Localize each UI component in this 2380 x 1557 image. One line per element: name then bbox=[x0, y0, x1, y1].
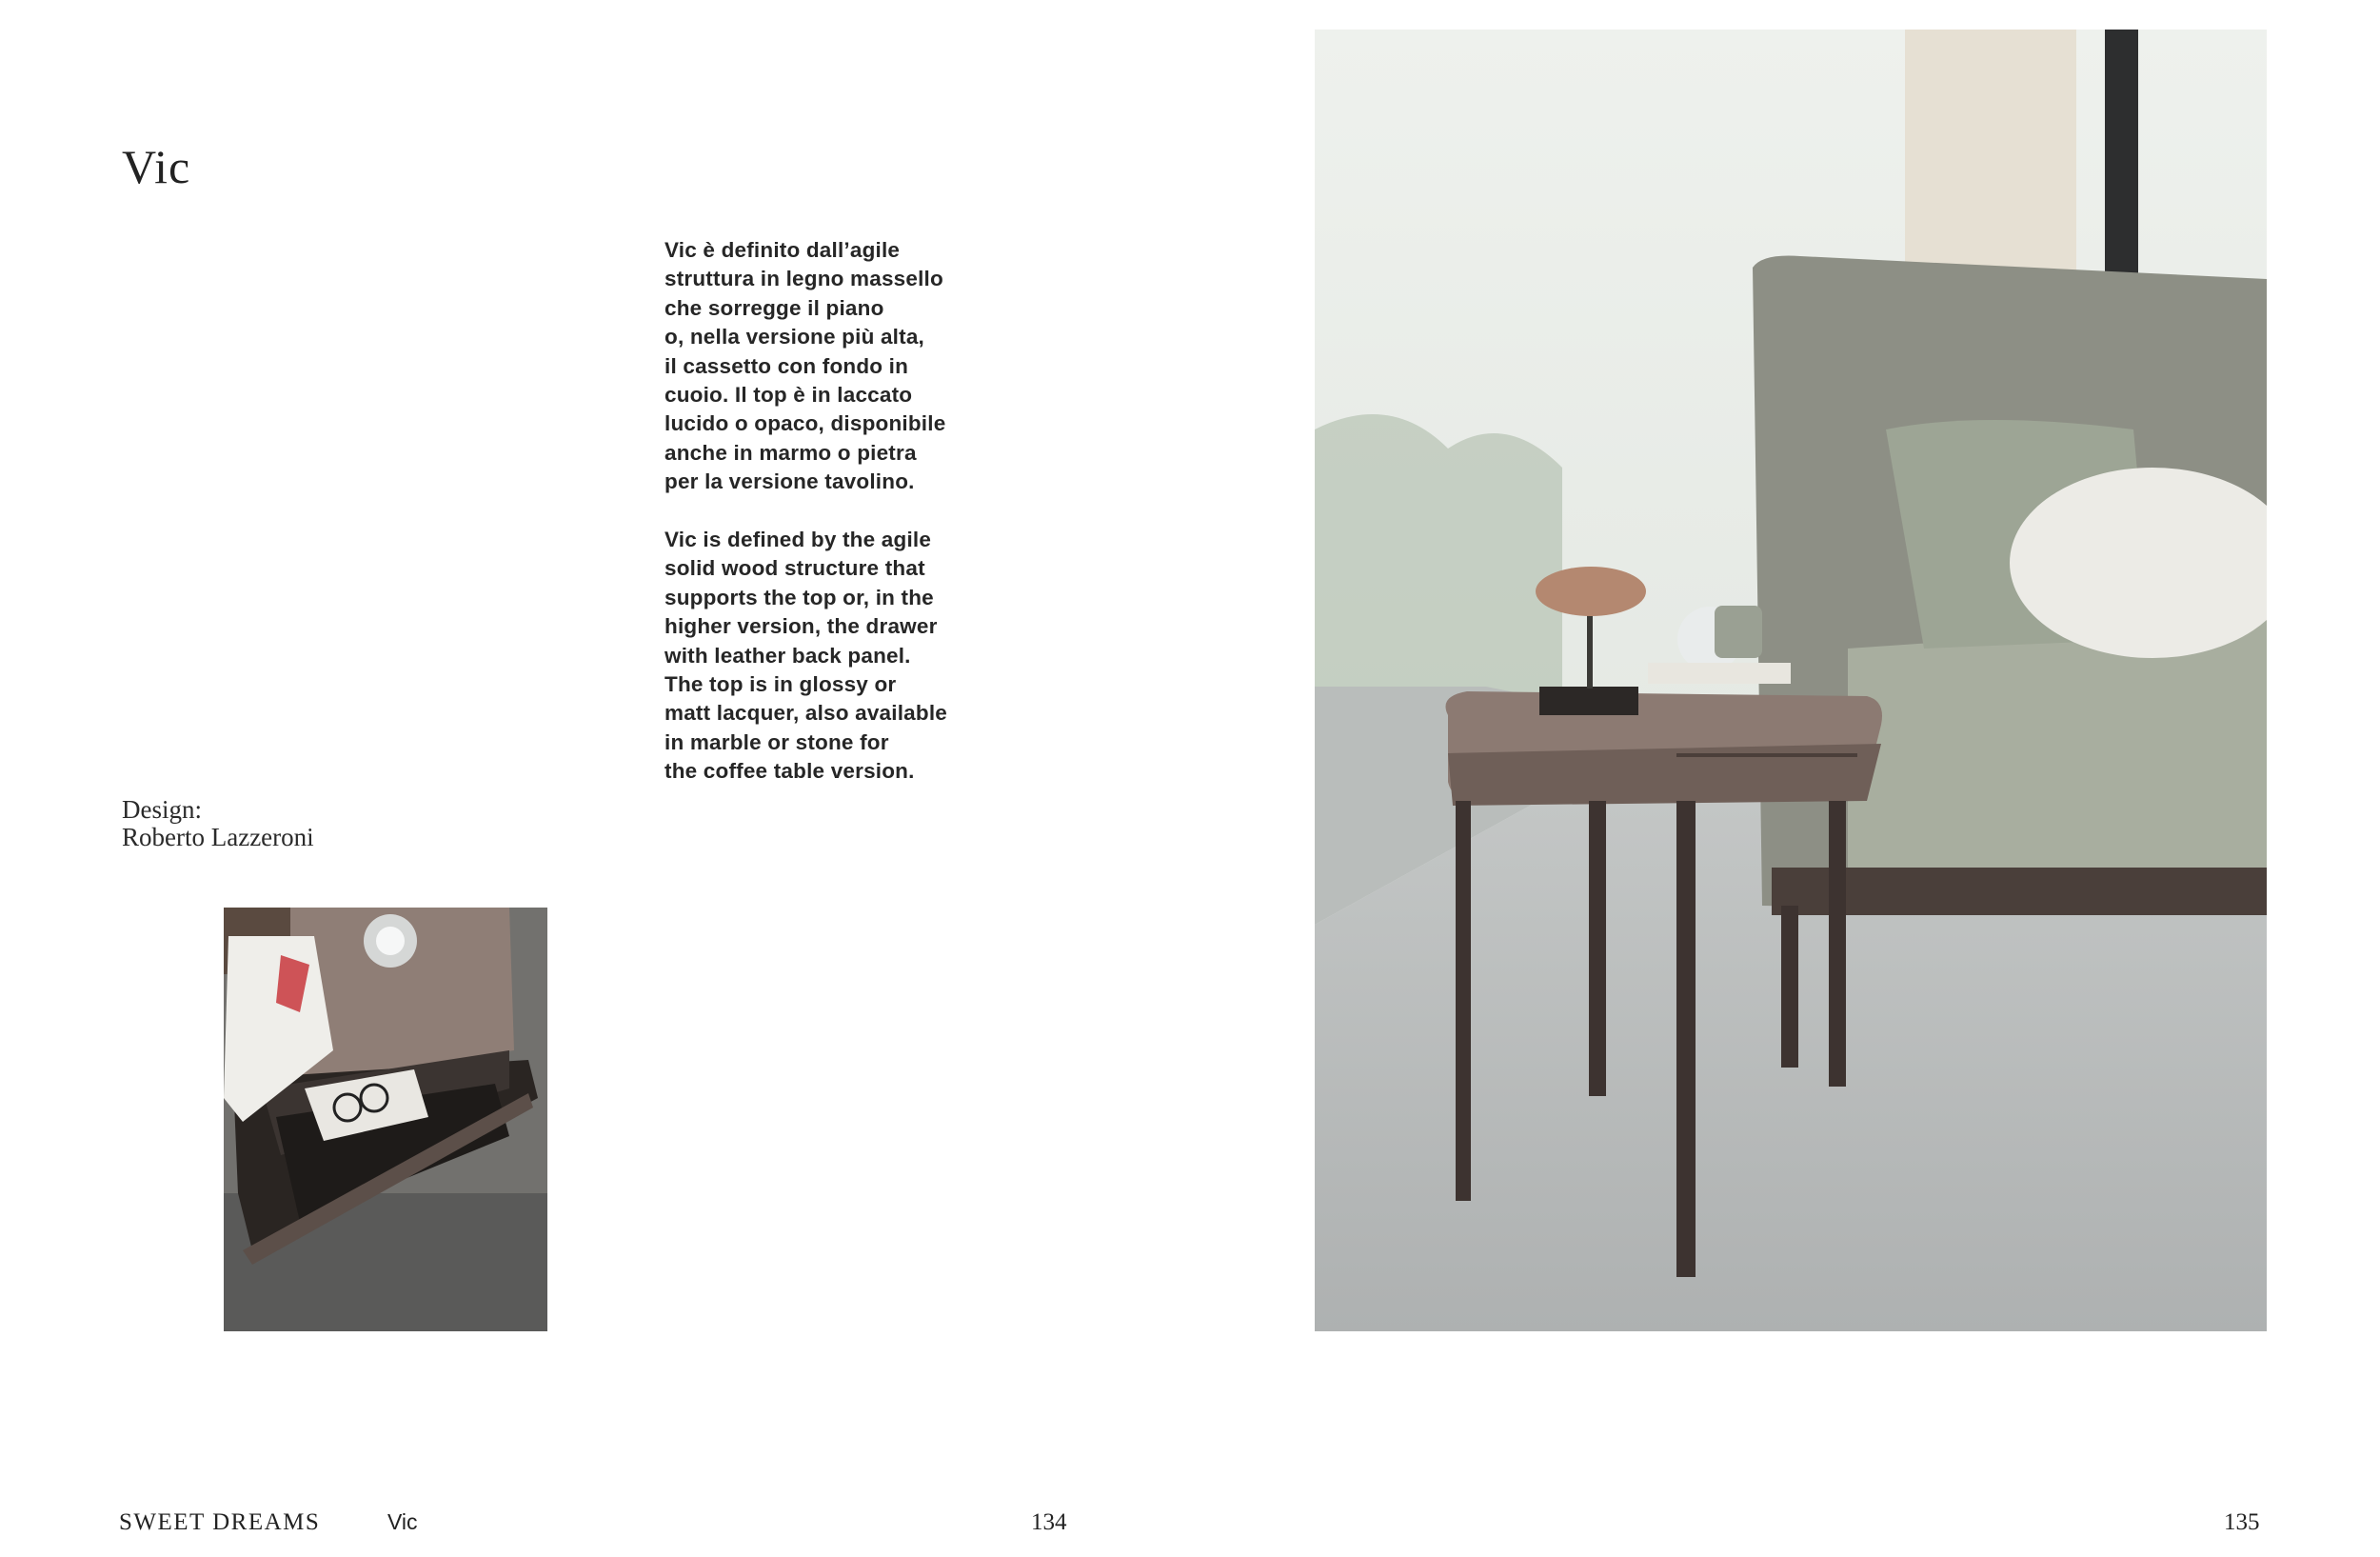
description-italian bbox=[664, 236, 945, 497]
running-section-title: SWEET DREAMS bbox=[119, 1509, 321, 1535]
page-title: Vic bbox=[122, 139, 191, 193]
drawer-detail-illustration bbox=[224, 908, 547, 1331]
bedroom-scene-illustration bbox=[1315, 30, 2267, 1331]
design-label: Design: bbox=[122, 795, 202, 824]
description-english-text: Vic is defined by the agile solid wood structure that supports the top or, in the higher version, the drawer with leather back panel. The top is in glossy or matt lacquer, also available in marble or stone for the coffee table version. bbox=[664, 528, 947, 784]
description-italian-text: Vic è definito dall’agile struttura in legno massello che sorregge il piano o, nella versione più alta, il cassetto con fondo in cuoio. Il top è in laccato lucido o opaco, disponibile anche in marmo o pietra per la versione tavolino. bbox=[664, 238, 946, 494]
description-english bbox=[664, 526, 947, 787]
designer-name: Roberto Lazzeroni bbox=[122, 823, 314, 851]
page-number-left: 134 bbox=[1031, 1509, 1067, 1535]
running-product-name: Vic bbox=[387, 1509, 418, 1534]
vic-bedside-table-photo bbox=[1315, 30, 2267, 1331]
page-number-right: 135 bbox=[2224, 1509, 2260, 1535]
drawer-detail-photo bbox=[224, 908, 547, 1331]
design-credit bbox=[122, 796, 314, 851]
